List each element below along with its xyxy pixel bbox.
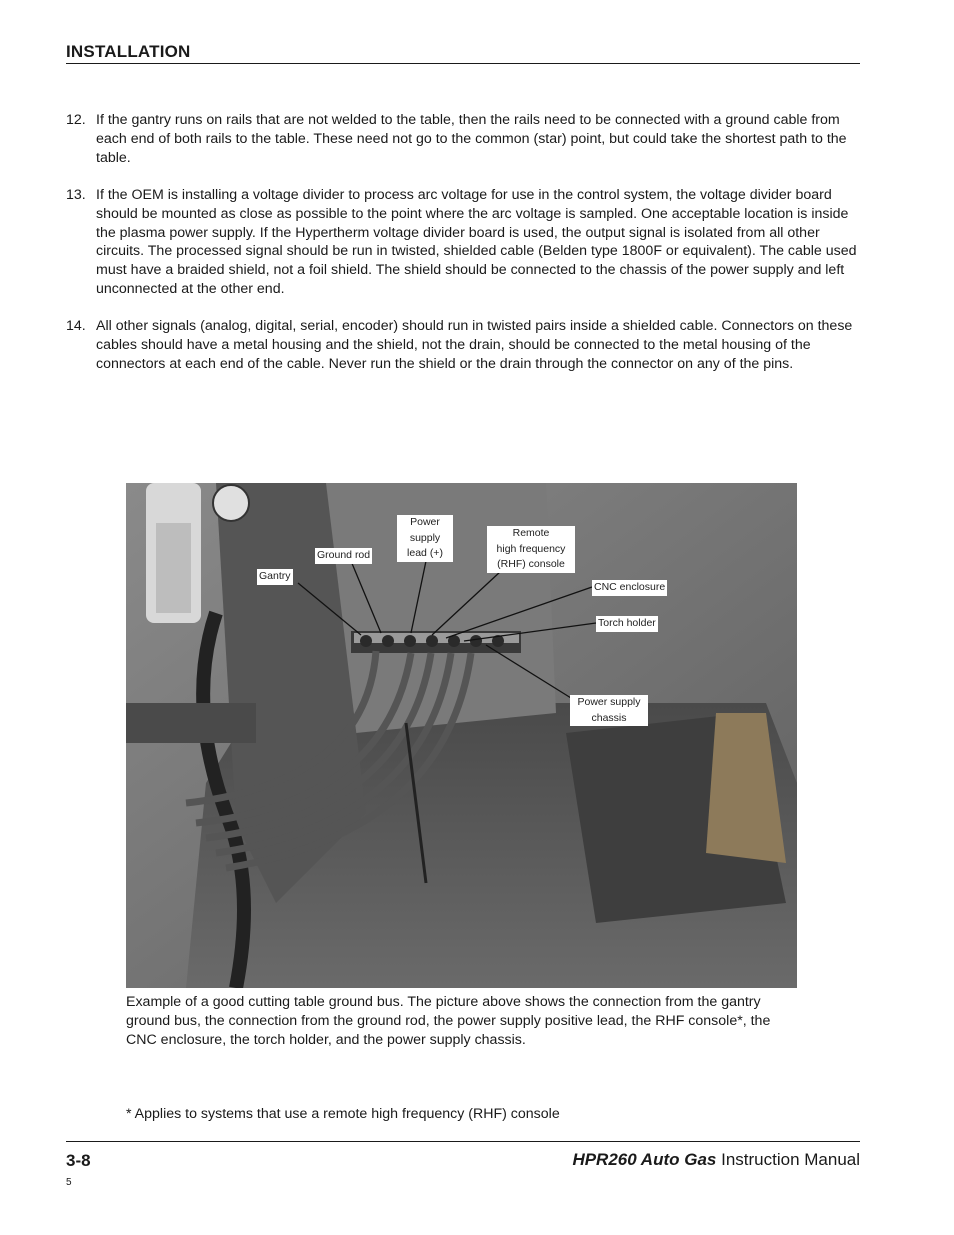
callout-power-supply-lead (397, 515, 453, 562)
manual-title (572, 1150, 860, 1170)
header-divider (66, 63, 860, 64)
callout-line: high frequency (496, 542, 566, 555)
list-item (66, 317, 860, 373)
list-item-number: 14. (66, 318, 86, 334)
callout-torch-holder: Torch holder (596, 616, 658, 632)
list-item (66, 186, 860, 299)
footnote: * Applies to systems that use a remote high frequency (RHF) console (126, 1106, 560, 1122)
callout-power-supply-chassis (570, 695, 648, 726)
ground-bus-photo (126, 483, 797, 988)
callout-line: supply (409, 531, 441, 544)
callout-line: Power supply (577, 696, 641, 708)
product-name: HPR260 Auto Gas (572, 1150, 717, 1169)
photo-illustration (126, 483, 797, 988)
list-item-number: 12. (66, 112, 86, 128)
section-title: INSTALLATION (66, 42, 191, 61)
callout-line: lead (+) (407, 547, 443, 559)
callout-ground-rod: Ground rod (315, 548, 372, 564)
callout-rhf-console (487, 526, 575, 573)
footer-divider (66, 1141, 860, 1142)
callout-line: Remote (512, 527, 550, 539)
revision-number: 5 (66, 1177, 72, 1188)
figure-caption: Example of a good cutting table ground bus. The picture above shows the connection from the gantry ground bus, the connection from the ground rod, the power supply positive lead, the RHF console*, the CNC enclosure, the torch holder, and the power supply chassis. (126, 994, 771, 1048)
callout-line: chassis (591, 711, 627, 724)
list-item-text: If the OEM is installing a voltage divider to process arc voltage for use in the control system, the voltage divider board should be mounted as close as possible to the point where the arc voltage is sampled. One acceptable location is inside the plasma power supply. If the Hypertherm voltage divider board is used, the output signal is isolated from all other circuits. The processed signal should be run in twisted, shielded cable (Belden type 1800F or equivalent). The cable used must have a braided shield, not a foil shield. The shield should be connected to the chassis of the power supply and left unconnected at the other end. (96, 187, 857, 297)
list-item-text: If the gantry runs on rails that are not welded to the table, then the rails need to be connected with a ground cable from each end of both rails to the table. These need not go to the common (star) point, but could take the shortest path to the table. (96, 112, 847, 166)
list-item (66, 111, 860, 167)
list-item-number: 13. (66, 187, 86, 203)
callout-line: Power (410, 516, 440, 528)
page-number: 3-8 (66, 1151, 91, 1170)
list-item-text: All other signals (analog, digital, serial, encoder) should run in twisted pairs inside a shielded cable. Connectors on these cables should have a metal housing and the shield, not the drain, should be connected to the metal housing of the connectors at each end of the cable. Never run the shield or the drain through the connector on any of the pins. (96, 318, 853, 372)
callout-cnc-enclosure: CNC enclosure (592, 580, 667, 596)
callout-gantry: Gantry (257, 569, 293, 585)
manual-label: Instruction Manual (721, 1150, 860, 1169)
callout-line: (RHF) console (497, 558, 565, 570)
